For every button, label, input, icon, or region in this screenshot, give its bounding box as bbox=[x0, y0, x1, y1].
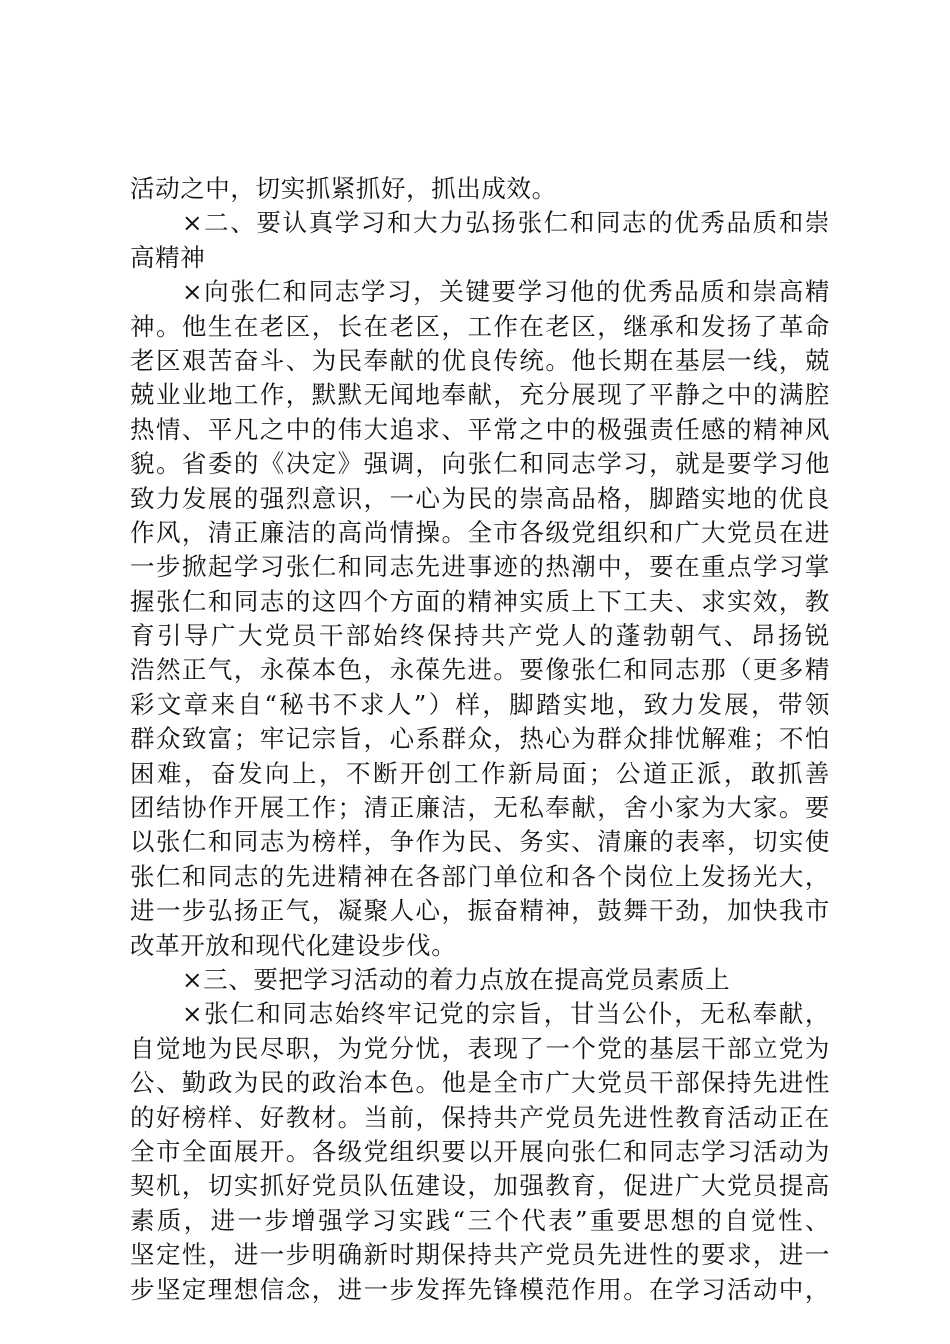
text-line: 活动之中，切实抓紧抓好，抓出成效。 bbox=[130, 174, 557, 203]
text-line: 作风，清正廉洁的高尚情操。全市各级党组织和广大党员在进 bbox=[130, 517, 830, 547]
text-line: 契机，切实抓好党员队伍建设，加强教育，促进广大党员提高 bbox=[130, 1171, 830, 1201]
text-line: 老区艰苦奋斗、为民奉献的优良传统。他长期在基层一线，兢 bbox=[130, 345, 830, 375]
text-line: 貌。省委的《决定》强调，向张仁和同志学习，就是要学习他 bbox=[130, 449, 830, 479]
text-line: 坚定性，进一步明确新时期保持共产党员先进性的要求，进一 bbox=[130, 1240, 830, 1270]
text-line: 彩文章来自“秘书不求人”）样，脚踏实地，致力发展，带领 bbox=[130, 689, 830, 719]
document-body bbox=[130, 172, 830, 1307]
text-line: 热情、平凡之中的伟大追求、平常之中的极强责任感的精神风 bbox=[130, 414, 830, 444]
text-line: 困难，奋发向上，不断开创工作新局面；公道正派，敢抓善 bbox=[130, 758, 830, 788]
text-line: 一步掀起学习张仁和同志先进事迹的热潮中，要在重点学习掌 bbox=[130, 552, 830, 582]
text-line: 群众致富；牢记宗旨，心系群众，热心为群众排忧解难；不怕 bbox=[130, 724, 830, 754]
text-line: 步坚定理想信念，进一步发挥先锋模范作用。在学习活动中， bbox=[130, 1274, 830, 1304]
text-line: ×张仁和同志始终牢记党的宗旨，甘当公仆，无私奉献， bbox=[182, 999, 830, 1029]
text-line: 神。他生在老区，长在老区，工作在老区，继承和发扬了革命 bbox=[130, 311, 830, 341]
text-line: 团结协作开展工作；清正廉洁，无私奉献，舍小家为大家。要 bbox=[130, 793, 830, 823]
text-line: 浩然正气，永葆本色，永葆先进。要像张仁和同志那（更多精 bbox=[130, 655, 830, 685]
text-line: 全市全面展开。各级党组织要以开展向张仁和同志学习活动为 bbox=[130, 1136, 830, 1166]
text-line: 以张仁和同志为榜样，争作为民、务实、清廉的表率，切实使 bbox=[130, 827, 830, 857]
text-line: 的好榜样、好教材。当前，保持共产党员先进性教育活动正在 bbox=[130, 1102, 830, 1132]
text-line: 高精神 bbox=[130, 242, 206, 272]
text-line: 素质，进一步增强学习实践“三个代表”重要思想的自觉性、 bbox=[130, 1205, 830, 1235]
text-line: ×二、要认真学习和大力弘扬张仁和同志的优秀品质和崇 bbox=[182, 208, 830, 238]
text-line: 育引导广大党员干部始终保持共产党人的蓬勃朝气、昂扬锐 bbox=[130, 621, 830, 651]
text-line: ×三、要把学习活动的着力点放在提高党员素质上 bbox=[182, 964, 731, 994]
text-line: 张仁和同志的先进精神在各部门单位和各个岗位上发扬光大， bbox=[130, 861, 830, 891]
text-line: 兢业业地工作，默默无闻地奉献，充分展现了平静之中的满腔 bbox=[130, 380, 830, 410]
text-line: 改革开放和现代化建设步伐。 bbox=[130, 930, 457, 960]
text-line: ×向张仁和同志学习，关键要学习他的优秀品质和崇高精 bbox=[182, 277, 830, 307]
text-line: 自觉地为民尽职，为党分忧，表现了一个党的基层干部立党为 bbox=[130, 1033, 830, 1063]
text-line: 握张仁和同志的这四个方面的精神实质上下工夫、求实效，教 bbox=[130, 586, 830, 616]
text-line: 致力发展的强烈意识，一心为民的崇高品格，脚踏实地的优良 bbox=[130, 483, 830, 513]
text-line: 进一步弘扬正气，凝聚人心，振奋精神，鼓舞干劲，加快我市 bbox=[130, 896, 830, 926]
text-line: 公、勤政为民的政治本色。他是全市广大党员干部保持先进性 bbox=[130, 1068, 830, 1098]
